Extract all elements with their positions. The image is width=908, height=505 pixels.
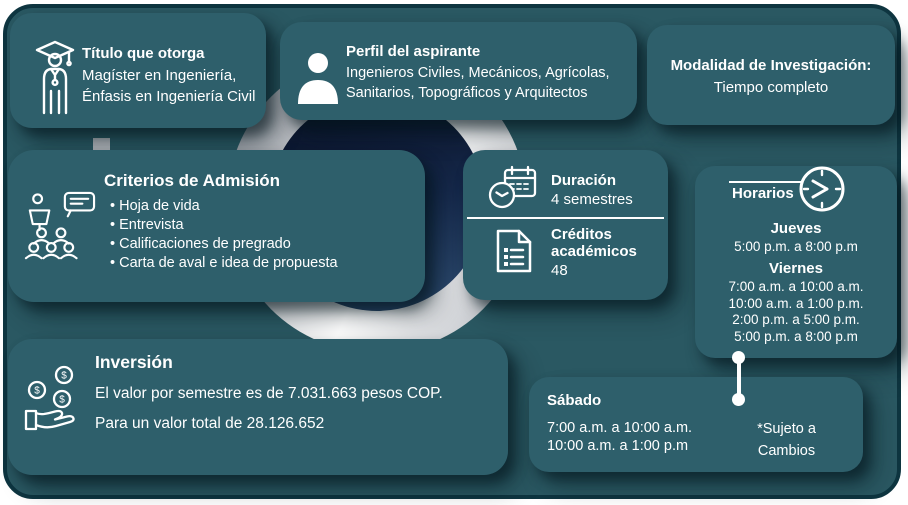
svg-text:$: $: [61, 370, 67, 382]
inversion-line1: El valor por semestre es de 7.031.663 pesos COP.: [95, 385, 443, 402]
criterios-title: Criterios de Admisión: [104, 171, 281, 190]
viernes-slot: 10:00 a.m. a 1:00 p.m.: [728, 295, 864, 311]
card-sabado: [529, 377, 863, 472]
sabado-note: [724, 418, 849, 462]
duracion-title: Duración: [551, 172, 617, 189]
viernes-slot: 7:00 a.m. a 10:00 a.m.: [728, 279, 864, 294]
sabado-title: Sábado: [547, 392, 602, 409]
creditos-value: 48: [551, 262, 568, 279]
sabado-note-line: *Sujeto a: [757, 421, 816, 437]
card-criterios: [8, 150, 425, 302]
document-icon: [495, 228, 533, 274]
sabado-slot: 7:00 a.m. a 10:00 a.m.: [547, 420, 693, 436]
perfil-line1: Ingenieros Civiles, Mecánicos, Agrícolas,: [346, 65, 610, 81]
clock-icon: [797, 164, 847, 214]
connector-dot-top: [732, 351, 745, 364]
criterios-item: • Hoja de vida: [110, 197, 338, 216]
inversion-line2: Para un valor total de 28.126.652: [95, 415, 325, 432]
card-modalidad: [647, 25, 895, 125]
jueves-slot: 5:00 p.m. a 8:00 p.m: [734, 239, 858, 254]
criterios-item: • Calificaciones de pregrado: [110, 235, 338, 254]
card-inversion: [8, 339, 508, 475]
creditos-title: Créditos académicos: [551, 226, 637, 260]
svg-text:$: $: [59, 394, 65, 406]
viernes-slot: 5:00 p.m. a 8:00 p.m: [734, 328, 858, 344]
inversion-title: Inversión: [95, 352, 173, 372]
card-titulo: [10, 13, 266, 128]
titulo-card-title: Título que otorga: [82, 45, 205, 62]
viernes-slot: 2:00 p.m. a 5:00 p.m.: [732, 312, 860, 327]
jueves-label: Jueves: [770, 220, 822, 237]
modalidad-title: Modalidad de Investigación:: [670, 57, 872, 74]
horarios-rule: [729, 181, 801, 183]
viernes-label: Viernes: [769, 260, 823, 277]
sabado-slot: 10:00 a.m. a 1:00 p.m: [547, 438, 689, 454]
card-horarios: [695, 166, 897, 358]
perfil-line2: Sanitarios, Topográficos y Arquitectos: [346, 85, 588, 101]
titulo-line1: Magíster en Ingeniería,: [82, 67, 237, 84]
money-hand-icon: [24, 365, 86, 433]
titulo-line2: Énfasis en Ingeniería Civil: [82, 88, 256, 105]
criterios-item: • Entrevista: [110, 216, 338, 235]
person-icon: [296, 50, 340, 104]
duracion-value: 4 semestres: [551, 191, 633, 208]
perfil-card-title: Perfil del aspirante: [346, 43, 481, 60]
presentation-icon: [24, 190, 96, 264]
graduate-icon: [32, 37, 78, 115]
card-duracion-creditos: [463, 150, 668, 300]
horarios-title: Horarios: [732, 185, 794, 202]
criterios-item: • Carta de aval e idea de propuesta: [110, 254, 338, 273]
sabado-note-line: Cambios: [757, 443, 816, 459]
connector-dot-bottom: [732, 393, 745, 406]
card-perfil: [280, 22, 637, 120]
svg-text:$: $: [34, 385, 40, 397]
calendar-clock-icon: [488, 165, 538, 211]
modalidad-subtitle: Tiempo completo: [713, 79, 829, 96]
card-divider: [467, 217, 664, 219]
criterios-list: [110, 197, 338, 273]
